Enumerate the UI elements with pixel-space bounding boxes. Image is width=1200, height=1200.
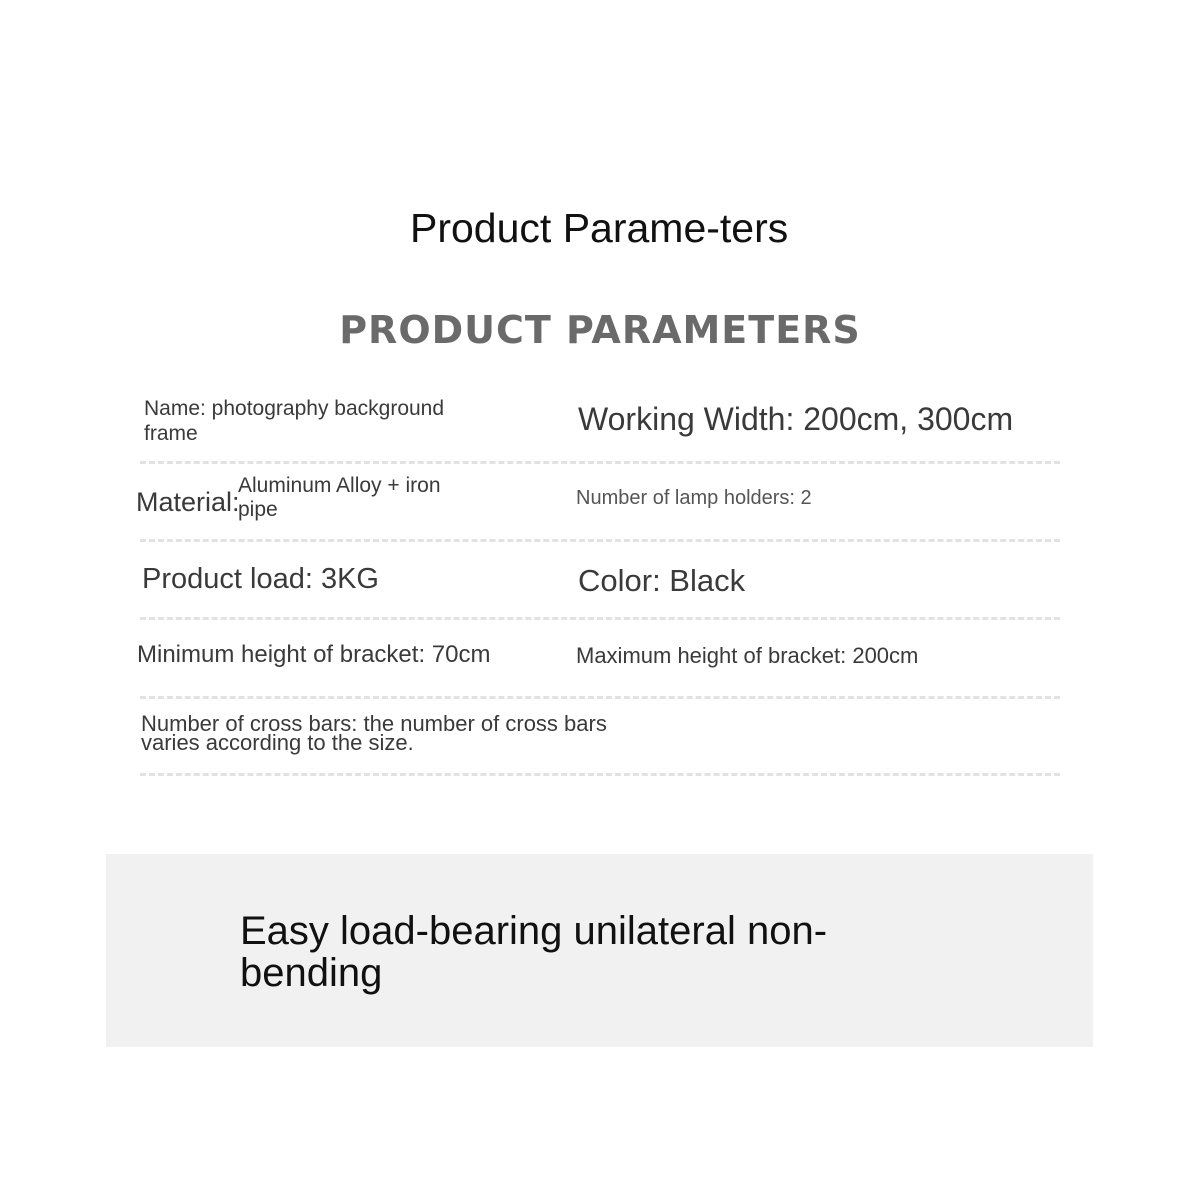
param-working-width: Working Width: 200cm, 300cm (578, 401, 1014, 437)
param-color: Color: Black (578, 563, 746, 598)
row-divider (140, 773, 1060, 776)
feature-banner (106, 854, 1093, 1047)
row-divider (140, 539, 1060, 542)
param-material-value: Aluminum Alloy + iron pipe (238, 474, 441, 521)
page-title: Product Parame-ters (410, 205, 789, 251)
row-divider (140, 461, 1060, 464)
row-divider (140, 617, 1060, 620)
param-name: Name: photography background frame (144, 397, 445, 445)
param-max-height: Maximum height of bracket: 200cm (576, 643, 919, 668)
param-product-load: Product load: 3KG (142, 563, 379, 595)
banner-heading: Easy load-bearing unilateral non-bending (240, 909, 828, 995)
param-min-height: Minimum height of bracket: 70cm (137, 641, 491, 668)
param-material-label: Material: (136, 487, 240, 517)
page-subtitle: PRODUCT PARAMETERS (339, 308, 861, 352)
param-lamp-holders: Number of lamp holders: 2 (576, 487, 812, 509)
param-cross-bars: Number of cross bars: the number of cross bars varies according to the size. (141, 711, 607, 755)
row-divider (140, 696, 1060, 699)
